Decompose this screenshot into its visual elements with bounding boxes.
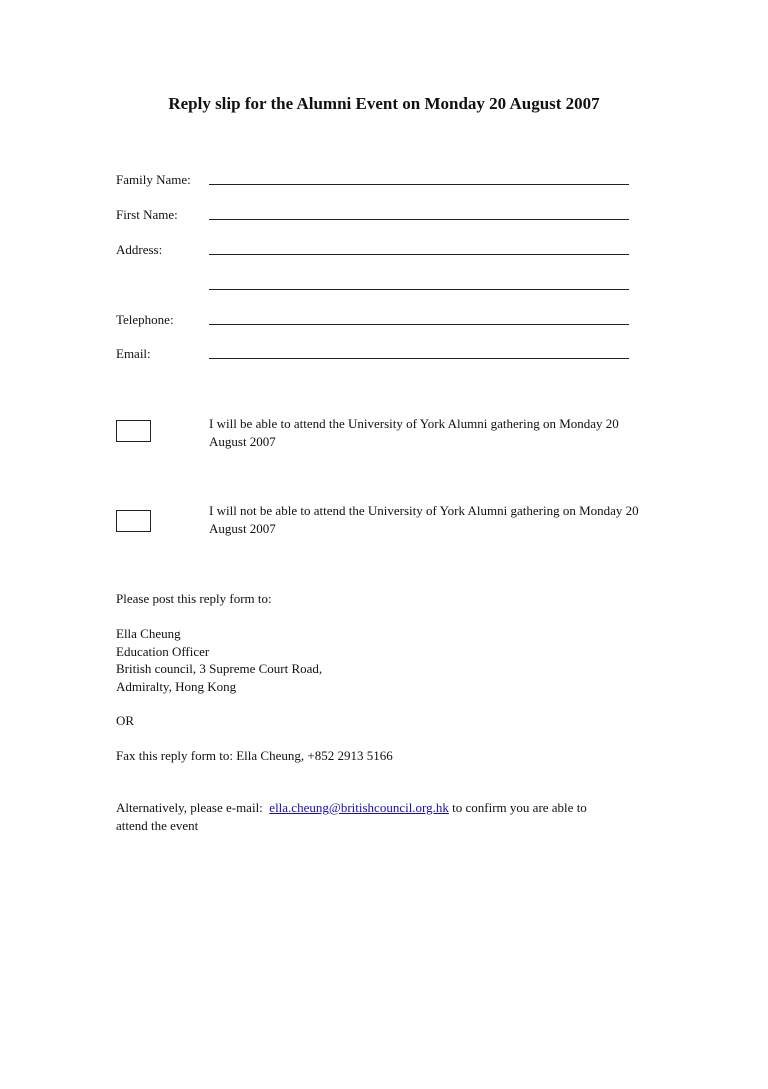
not-attend-checkbox[interactable] [116, 510, 151, 532]
telephone-label: Telephone: [116, 312, 174, 327]
fax-text: Fax this reply form to: Ella Cheung, +852 2913 5166 [116, 748, 393, 763]
contact-name: Ella Cheung [116, 626, 181, 641]
contact-address-block [116, 625, 322, 695]
page-title: Reply slip for the Alumni Event on Monday 20 August 2007 [168, 94, 600, 113]
family-name-line[interactable] [209, 184, 629, 185]
family-name-label: Family Name: [116, 172, 191, 187]
alternative-email-line-2: attend the event [116, 817, 199, 833]
address-line-1[interactable] [209, 254, 629, 255]
first-name-label: First Name: [116, 207, 178, 222]
post-intro-text: Please post this reply form to: [116, 591, 272, 606]
contact-address-line-1: British council, 3 Supreme Court Road, [116, 661, 323, 676]
attend-option-text: I will be able to attend the University of York Alumni gathering on Monday 20 August 2007 [209, 416, 619, 449]
telephone-line[interactable] [209, 324, 629, 325]
address-line-2[interactable] [209, 289, 629, 290]
or-text: OR [116, 713, 135, 728]
email-label: Email: [116, 346, 151, 361]
contact-role: Education Officer [116, 643, 210, 659]
attend-checkbox[interactable] [116, 420, 151, 442]
email-link[interactable]: ella.cheung@britishcouncil.org.hk [269, 800, 449, 815]
alternative-email-line-1 [116, 799, 656, 817]
not-attend-option-text: I will not be able to attend the University of York Alumni gathering on Monday 20 August 2007 [209, 503, 639, 536]
alternative-email-suffix: to confirm you are able to [452, 800, 587, 815]
alternative-email-paragraph [116, 799, 656, 834]
alternative-email-prefix: Alternatively, please e-mail: [116, 800, 263, 815]
email-line[interactable] [209, 358, 629, 359]
address-label: Address: [116, 242, 163, 257]
first-name-line[interactable] [209, 219, 629, 220]
contact-address-line-2: Admiralty, Hong Kong [116, 678, 237, 694]
